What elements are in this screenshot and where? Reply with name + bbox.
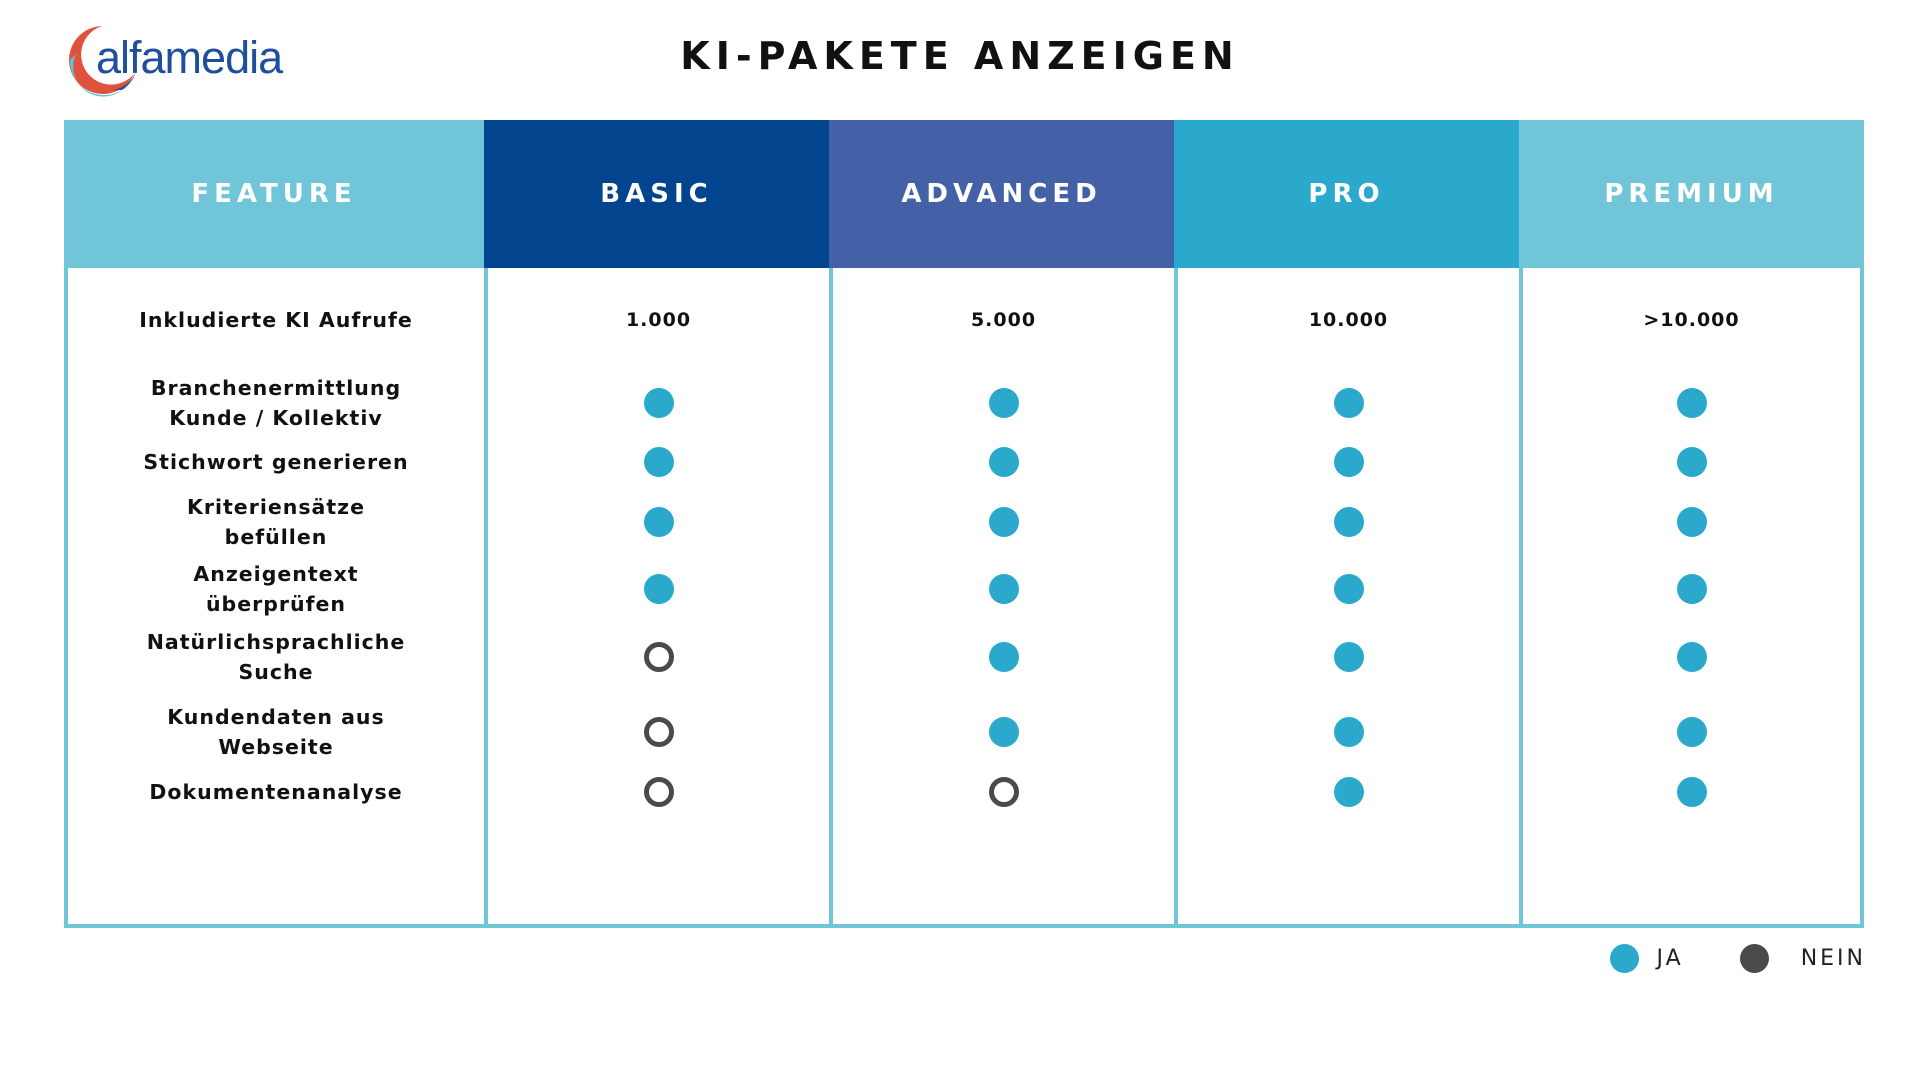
included-dot-icon — [989, 388, 1019, 418]
value-cell — [1523, 717, 1860, 747]
feature-cell — [68, 447, 484, 477]
included-dot-icon — [1677, 388, 1707, 418]
header-premium: PREMIUM — [1519, 120, 1864, 268]
legend-no-dot-icon — [1740, 944, 1769, 973]
included-dot-icon — [644, 447, 674, 477]
included-dot-icon — [1677, 507, 1707, 537]
feature-cell — [68, 627, 484, 687]
feature-label: Anzeigentext überprüfen — [193, 562, 359, 616]
logo-text: alfamedia — [96, 32, 283, 83]
value-cell — [833, 447, 1174, 477]
legend-no-label: NEIN — [1800, 946, 1866, 971]
value-cell — [1523, 388, 1860, 418]
feature-cell — [68, 559, 484, 619]
not-included-circle-icon — [644, 777, 674, 807]
legend-yes-label: JA — [1656, 946, 1684, 971]
column-premium — [1519, 120, 1864, 928]
value-cell — [1178, 717, 1519, 747]
column-pro — [1174, 120, 1519, 928]
value-text: >10.000 — [1643, 309, 1740, 331]
value-cell — [1178, 777, 1519, 807]
included-dot-icon — [989, 717, 1019, 747]
value-cell — [488, 777, 829, 807]
feature-label: Dokumentenanalyse — [149, 780, 403, 804]
included-dot-icon — [1334, 447, 1364, 477]
value-cell — [1178, 388, 1519, 418]
header-feature: FEATURE — [64, 120, 484, 268]
legend — [1610, 944, 1866, 973]
value-cell — [1523, 642, 1860, 672]
value-cell — [833, 777, 1174, 807]
included-dot-icon — [1677, 574, 1707, 604]
included-dot-icon — [644, 507, 674, 537]
value-cell — [488, 642, 829, 672]
header-advanced: ADVANCED — [829, 120, 1174, 268]
included-dot-icon — [989, 574, 1019, 604]
included-dot-icon — [1677, 447, 1707, 477]
included-dot-icon — [1334, 574, 1364, 604]
included-dot-icon — [1677, 717, 1707, 747]
column-body-advanced — [829, 268, 1174, 928]
column-body-basic — [484, 268, 829, 928]
feature-cell — [68, 777, 484, 807]
feature-label: Branchenermittlung Kunde / Kollektiv — [150, 376, 402, 430]
legend-yes-dot-icon — [1610, 944, 1639, 973]
value-text: 10.000 — [1308, 309, 1389, 331]
value-cell — [488, 507, 829, 537]
included-dot-icon — [1334, 388, 1364, 418]
value-cell — [833, 642, 1174, 672]
included-dot-icon — [1677, 777, 1707, 807]
not-included-circle-icon — [644, 642, 674, 672]
header-pro: PRO — [1174, 120, 1519, 268]
value-text: 5.000 — [970, 309, 1037, 331]
included-dot-icon — [989, 507, 1019, 537]
included-dot-icon — [1677, 642, 1707, 672]
value-cell — [1178, 507, 1519, 537]
feature-label: Kriteriensätze befüllen — [186, 495, 366, 549]
included-dot-icon — [644, 574, 674, 604]
included-dot-icon — [1334, 717, 1364, 747]
value-cell — [1178, 447, 1519, 477]
column-basic — [484, 120, 829, 928]
value-cell — [833, 309, 1174, 331]
column-body-feature — [64, 268, 484, 928]
feature-cell — [68, 492, 484, 552]
not-included-circle-icon — [989, 777, 1019, 807]
feature-label: Natürlichsprachliche Suche — [146, 630, 406, 684]
value-cell — [1523, 447, 1860, 477]
value-cell — [833, 574, 1174, 604]
value-cell — [488, 717, 829, 747]
value-cell — [1178, 642, 1519, 672]
value-cell — [833, 507, 1174, 537]
not-included-circle-icon — [644, 717, 674, 747]
feature-label: Inkludierte KI Aufrufe — [139, 308, 413, 332]
value-cell — [833, 388, 1174, 418]
feature-cell — [68, 373, 484, 433]
value-text: 1.000 — [625, 309, 692, 331]
feature-cell — [68, 702, 484, 762]
included-dot-icon — [989, 447, 1019, 477]
included-dot-icon — [989, 642, 1019, 672]
feature-label: Stichwort generieren — [143, 450, 409, 474]
pricing-table — [64, 120, 1864, 928]
value-cell — [1523, 777, 1860, 807]
included-dot-icon — [1334, 777, 1364, 807]
feature-cell — [68, 305, 484, 335]
column-body-premium — [1519, 268, 1864, 928]
included-dot-icon — [644, 388, 674, 418]
header-basic: BASIC — [484, 120, 829, 268]
value-cell — [488, 388, 829, 418]
value-cell — [1523, 574, 1860, 604]
included-dot-icon — [1334, 642, 1364, 672]
value-cell — [1523, 309, 1860, 331]
value-cell — [1523, 507, 1860, 537]
value-cell — [488, 447, 829, 477]
value-cell — [1178, 574, 1519, 604]
value-cell — [833, 717, 1174, 747]
feature-label: Kundendaten aus Webseite — [167, 705, 385, 759]
column-advanced — [829, 120, 1174, 928]
value-cell — [488, 574, 829, 604]
column-body-pro — [1174, 268, 1519, 928]
included-dot-icon — [1334, 507, 1364, 537]
page-title: KI-PAKETE ANZEIGEN — [680, 34, 1240, 78]
value-cell — [488, 309, 829, 331]
column-feature — [64, 120, 484, 928]
value-cell — [1178, 309, 1519, 331]
